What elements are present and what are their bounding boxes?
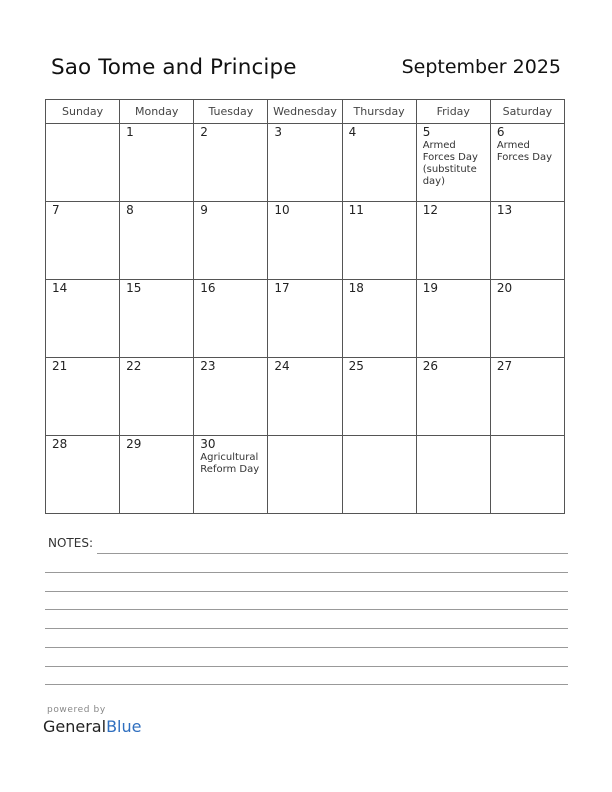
day-cell bbox=[194, 280, 268, 358]
day-number: 12 bbox=[422, 203, 438, 217]
day-cell bbox=[342, 280, 416, 358]
day-cell bbox=[490, 280, 564, 358]
day-cell bbox=[342, 436, 416, 514]
powered-by-text: powered by bbox=[47, 705, 106, 715]
day-cell bbox=[342, 358, 416, 436]
day-cell bbox=[194, 202, 268, 280]
day-number: 11 bbox=[348, 203, 364, 217]
day-number: 7 bbox=[52, 203, 60, 217]
notes-line bbox=[45, 684, 568, 685]
day-cell bbox=[194, 358, 268, 436]
day-number: 10 bbox=[274, 203, 290, 217]
day-number: 6 bbox=[496, 125, 505, 139]
day-number: 21 bbox=[52, 359, 68, 373]
calendar-month-title: September 2025 bbox=[401, 56, 561, 78]
day-cell bbox=[120, 202, 194, 280]
day-cell bbox=[490, 436, 564, 514]
day-cell bbox=[416, 280, 490, 358]
day-number: 30 bbox=[200, 437, 216, 451]
weekday-tuesday: Tuesday bbox=[194, 100, 268, 124]
calendar-grid bbox=[45, 99, 565, 514]
day-cell bbox=[268, 124, 342, 202]
weekday-header-row bbox=[46, 100, 565, 124]
day-cell bbox=[490, 358, 564, 436]
week-row bbox=[46, 124, 565, 202]
week-row bbox=[46, 202, 565, 280]
notes-line bbox=[45, 572, 568, 573]
day-number: 19 bbox=[422, 281, 438, 295]
weekday-saturday: Saturday bbox=[490, 100, 564, 124]
weekday-sunday: Sunday bbox=[46, 100, 120, 124]
day-number: 5 bbox=[422, 125, 431, 139]
day-number: 9 bbox=[200, 203, 208, 217]
notes-label: NOTES: bbox=[48, 536, 93, 550]
day-number: 18 bbox=[348, 281, 364, 295]
week-row bbox=[46, 280, 565, 358]
notes-line bbox=[45, 628, 568, 629]
day-cell bbox=[416, 358, 490, 436]
day-cell bbox=[46, 280, 120, 358]
day-number: 1 bbox=[126, 125, 134, 139]
week-row bbox=[46, 358, 565, 436]
brand-general-text: General bbox=[43, 717, 107, 736]
day-number: 16 bbox=[200, 281, 216, 295]
generalblue-logo[interactable] bbox=[43, 717, 141, 736]
day-number: 28 bbox=[52, 437, 68, 451]
notes-line bbox=[45, 609, 568, 610]
day-cell bbox=[46, 202, 120, 280]
day-number: 27 bbox=[496, 359, 513, 373]
day-cell bbox=[490, 124, 564, 202]
day-cell bbox=[416, 124, 490, 202]
day-number: 8 bbox=[126, 203, 134, 217]
notes-line bbox=[45, 647, 568, 648]
day-cell bbox=[46, 124, 120, 202]
day-cell bbox=[268, 436, 342, 514]
day-cell bbox=[268, 358, 342, 436]
day-number: 20 bbox=[496, 281, 513, 295]
day-number: 15 bbox=[126, 281, 142, 295]
day-cell bbox=[120, 436, 194, 514]
weekday-wednesday: Wednesday bbox=[268, 100, 342, 124]
day-number: 23 bbox=[200, 359, 216, 373]
day-number: 3 bbox=[274, 125, 283, 139]
day-cell bbox=[120, 358, 194, 436]
notes-line bbox=[97, 553, 568, 554]
day-cell bbox=[120, 280, 194, 358]
holiday-label: Armed Forces Day (substitute day) bbox=[422, 140, 478, 187]
holiday-label: Armed Forces Day bbox=[496, 140, 553, 163]
day-number: 13 bbox=[496, 203, 513, 217]
day-cell bbox=[194, 124, 268, 202]
day-number: 2 bbox=[200, 125, 208, 139]
brand-blue-text: Blue bbox=[106, 717, 142, 736]
day-cell bbox=[268, 280, 342, 358]
notes-line bbox=[45, 666, 568, 667]
day-number: 29 bbox=[126, 437, 142, 451]
day-number: 14 bbox=[52, 281, 68, 295]
day-cell bbox=[46, 358, 120, 436]
day-number: 17 bbox=[274, 281, 290, 295]
day-cell bbox=[342, 202, 416, 280]
day-cell bbox=[416, 202, 490, 280]
calendar-country-title: Sao Tome and Principe bbox=[51, 55, 297, 80]
day-cell bbox=[120, 124, 194, 202]
day-cell bbox=[268, 202, 342, 280]
week-row bbox=[46, 436, 565, 514]
weekday-friday: Friday bbox=[416, 100, 490, 124]
weekday-monday: Monday bbox=[120, 100, 194, 124]
notes-line bbox=[45, 591, 568, 592]
day-cell bbox=[416, 436, 490, 514]
day-cell bbox=[194, 436, 268, 514]
day-number: 4 bbox=[348, 125, 357, 139]
day-number: 26 bbox=[422, 359, 438, 373]
day-cell bbox=[490, 202, 564, 280]
weekday-thursday: Thursday bbox=[342, 100, 416, 124]
day-cell bbox=[342, 124, 416, 202]
holiday-label: Agricultural Reform Day bbox=[200, 452, 260, 475]
day-number: 25 bbox=[348, 359, 364, 373]
day-number: 22 bbox=[126, 359, 142, 373]
day-cell bbox=[46, 436, 120, 514]
day-number: 24 bbox=[274, 359, 290, 373]
